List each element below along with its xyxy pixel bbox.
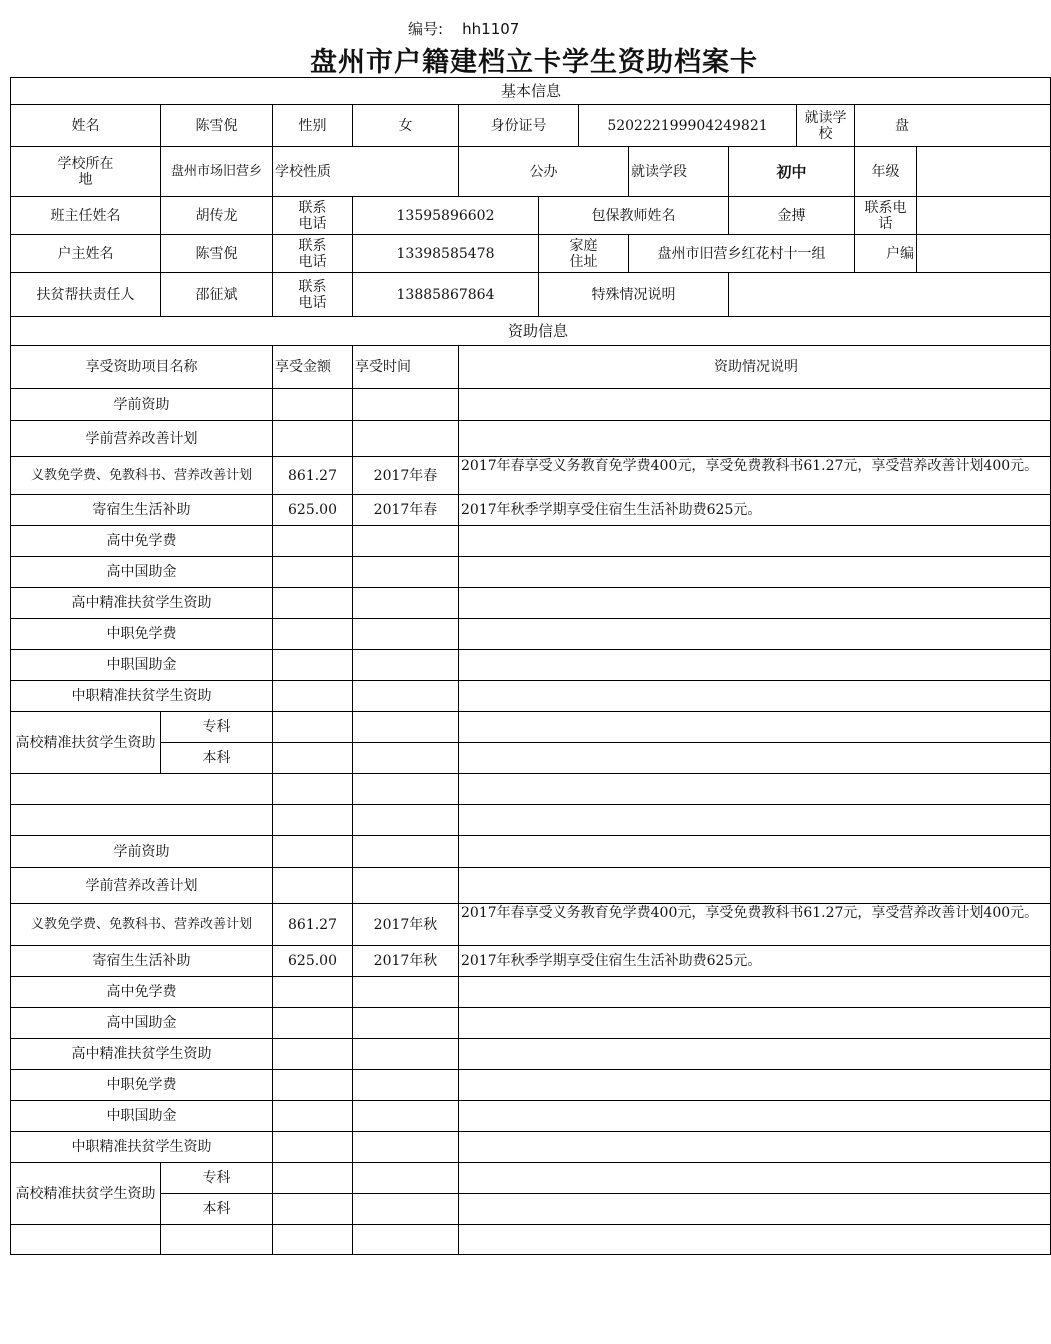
file-number-value: hh1107: [462, 20, 520, 38]
aid-description: 2017年秋季学期享受住宿生生活补助费625元。: [459, 495, 1051, 526]
aid-row: [11, 495, 1051, 526]
file-number: [408, 18, 519, 39]
aid-row: [11, 836, 1051, 868]
col-item-name: 享受资助项目名称: [11, 346, 273, 389]
aid-time: [353, 1163, 459, 1194]
aid-description: [459, 1070, 1051, 1101]
householder-phone-value: 13398585478: [353, 235, 539, 273]
address-label: [539, 235, 629, 273]
col-time: 享受时间: [353, 346, 459, 389]
teacher-value: 胡传龙: [161, 197, 273, 235]
aid-time: [353, 1070, 459, 1101]
aid-row: [11, 1039, 1051, 1070]
blank-cell: [273, 805, 353, 836]
aid-amount: [273, 526, 353, 557]
blank-cell: [459, 805, 1051, 836]
aid-time: 2017年春: [353, 495, 459, 526]
householder-label: 户主姓名: [11, 235, 161, 273]
school-label: 就读学校: [797, 105, 855, 147]
aid-row: [11, 946, 1051, 977]
aid-time: [353, 1008, 459, 1039]
aid-amount: 861.27: [273, 904, 353, 946]
page-title: 盘州市户籍建档立卡学生资助档案卡: [310, 47, 758, 78]
aid-item-name: 中职国助金: [11, 650, 273, 681]
college-level: 专科: [161, 1163, 273, 1194]
household-no-label: 户编: [855, 235, 917, 273]
aid-description: [459, 389, 1051, 421]
aid-row: [11, 1008, 1051, 1039]
archive-table: [10, 77, 1051, 1255]
aid-time: [353, 1101, 459, 1132]
aid-amount: [273, 1132, 353, 1163]
aid-item-name: 高中国助金: [11, 1008, 273, 1039]
school-value: 盘: [855, 105, 1051, 147]
aid-item-name: 义教免学费、免教科书、营养改善计划: [11, 904, 273, 946]
aid-amount: 625.00: [273, 495, 353, 526]
aid-item-name: 中职免学费: [11, 1070, 273, 1101]
aid-amount: [273, 619, 353, 650]
aid-description: [459, 868, 1051, 904]
aid-row-blank: [11, 774, 1051, 805]
aid-item-name: 中职精准扶贫学生资助: [11, 1132, 273, 1163]
aid-item-name: 学前营养改善计划: [11, 421, 273, 457]
aid-row: [11, 557, 1051, 588]
aid-row: [11, 526, 1051, 557]
location-value: 盘州市场旧营乡: [161, 147, 273, 197]
aid-amount: [273, 588, 353, 619]
blank-cell: [161, 1225, 273, 1255]
stage-value: 初中: [729, 147, 855, 197]
aid-amount: 625.00: [273, 946, 353, 977]
aid-description: [459, 526, 1051, 557]
helper-phone-value: 13885867864: [353, 273, 539, 317]
aid-row-blank: [11, 805, 1051, 836]
aid-time: 2017年秋: [353, 904, 459, 946]
guarantor-value: 金搏: [729, 197, 855, 235]
aid-item-name: 学前资助: [11, 836, 273, 868]
stage-label: 就读学段: [629, 147, 729, 197]
aid-description: [459, 650, 1051, 681]
helper-label: 扶贫帮扶责任人: [11, 273, 161, 317]
blank-cell: [459, 1225, 1051, 1255]
aid-amount: [273, 1163, 353, 1194]
household-no-value: [917, 235, 1051, 273]
name-label: 姓名: [11, 105, 161, 147]
aid-section-spring: [11, 389, 1051, 836]
blank-cell: [353, 805, 459, 836]
nature-label: 学校性质: [273, 147, 459, 197]
householder-phone-label: [273, 235, 353, 273]
blank-cell: [273, 1225, 353, 1255]
aid-amount: [273, 1039, 353, 1070]
blank-cell: [11, 1225, 161, 1255]
aid-time: [353, 868, 459, 904]
aid-item-name: 寄宿生生活补助: [11, 946, 273, 977]
helper-phone-label: [273, 273, 353, 317]
aid-item-name: 高中免学费: [11, 526, 273, 557]
aid-row: [11, 1132, 1051, 1163]
aid-section-autumn: [11, 836, 1051, 1255]
aid-row: [11, 681, 1051, 712]
aid-description: [459, 619, 1051, 650]
aid-row: [11, 743, 1051, 774]
aid-item-name: 寄宿生生活补助: [11, 495, 273, 526]
file-number-label: 编号:: [408, 20, 444, 38]
teacher-label: 班主任姓名: [11, 197, 161, 235]
aid-description: 2017年春享受义务教育免学费400元，享受免费教科书61.27元，享受营养改善计划400元。: [459, 904, 1051, 946]
aid-time: [353, 681, 459, 712]
aid-row: [11, 650, 1051, 681]
aid-item-name: 义教免学费、免教科书、营养改善计划: [11, 457, 273, 495]
aid-row: [11, 712, 1051, 743]
aid-row: [11, 1101, 1051, 1132]
aid-description: 2017年春享受义务教育免学费400元，享受免费教科书61.27元，享受营养改善计划400元。: [459, 457, 1051, 495]
college-level: 专科: [161, 712, 273, 743]
address-label-text: 家庭住址: [569, 237, 598, 270]
aid-time: [353, 389, 459, 421]
name-value: 陈雪倪: [161, 105, 273, 147]
aid-amount: [273, 650, 353, 681]
id-label: 身份证号: [459, 105, 579, 147]
aid-description: [459, 1008, 1051, 1039]
aid-description: [459, 836, 1051, 868]
aid-description: [459, 977, 1051, 1008]
aid-amount: [273, 389, 353, 421]
aid-amount: 861.27: [273, 457, 353, 495]
aid-row: [11, 457, 1051, 495]
aid-row: [11, 1194, 1051, 1225]
blank-cell: [353, 1225, 459, 1255]
aid-time: [353, 743, 459, 774]
aid-item-name: 高中精准扶贫学生资助: [11, 588, 273, 619]
aid-amount: [273, 1070, 353, 1101]
blank-cell: [273, 774, 353, 805]
special-label: 特殊情况说明: [539, 273, 729, 317]
guarantor-phone-label-text: 联系电话: [864, 199, 907, 232]
aid-time: [353, 526, 459, 557]
aid-row: [11, 1070, 1051, 1101]
aid-time: [353, 836, 459, 868]
aid-description: [459, 1132, 1051, 1163]
aid-description: [459, 681, 1051, 712]
gender-value: 女: [353, 105, 459, 147]
aid-amount: [273, 743, 353, 774]
aid-description: [459, 421, 1051, 457]
blank-cell: [459, 774, 1051, 805]
aid-time: [353, 650, 459, 681]
teacher-phone-label: [273, 197, 353, 235]
aid-item-name: 中职国助金: [11, 1101, 273, 1132]
aid-amount: [273, 712, 353, 743]
grade-value: [917, 147, 1051, 197]
aid-row: [11, 619, 1051, 650]
grade-label: 年级: [855, 147, 917, 197]
nature-value: 公办: [459, 147, 629, 197]
aid-item-name: 中职免学费: [11, 619, 273, 650]
aid-description: [459, 588, 1051, 619]
college-level: 本科: [161, 1194, 273, 1225]
aid-row: [11, 588, 1051, 619]
teacher-phone-label-text: 联系电话: [298, 199, 327, 232]
householder-phone-label-text: 联系电话: [298, 237, 327, 270]
aid-amount: [273, 836, 353, 868]
college-aid-label: 高校精准扶贫学生资助: [11, 1163, 161, 1225]
aid-description: [459, 743, 1051, 774]
aid-row: [11, 868, 1051, 904]
college-level: 本科: [161, 743, 273, 774]
guarantor-label: 包保教师姓名: [539, 197, 729, 235]
college-aid-label: 高校精准扶贫学生资助: [11, 712, 161, 774]
aid-amount: [273, 421, 353, 457]
col-amount: 享受金额: [273, 346, 353, 389]
aid-item-name: 高中免学费: [11, 977, 273, 1008]
aid-time: [353, 1039, 459, 1070]
blank-cell: [11, 805, 273, 836]
aid-item-name: 高中国助金: [11, 557, 273, 588]
aid-time: 2017年春: [353, 457, 459, 495]
blank-cell: [11, 774, 273, 805]
location-label-text: 学校所在地: [57, 155, 114, 188]
aid-item-name: 学前资助: [11, 389, 273, 421]
aid-amount: [273, 1101, 353, 1132]
aid-amount: [273, 681, 353, 712]
aid-description: [459, 1101, 1051, 1132]
aid-amount: [273, 868, 353, 904]
gender-label: 性别: [273, 105, 353, 147]
aid-item-name: 中职精准扶贫学生资助: [11, 681, 273, 712]
aid-description: [459, 1039, 1051, 1070]
col-description: 资助情况说明: [459, 346, 1051, 389]
aid-time: [353, 712, 459, 743]
aid-row: [11, 389, 1051, 421]
address-value: 盘州市旧营乡红花村十一组: [629, 235, 855, 273]
aid-description: [459, 1194, 1051, 1225]
aid-row: [11, 904, 1051, 946]
guarantor-phone-label: [855, 197, 917, 235]
aid-row: [11, 1163, 1051, 1194]
special-value: [729, 273, 1051, 317]
guarantor-phone-value: [917, 197, 1051, 235]
blank-cell: [353, 774, 459, 805]
aid-time: [353, 977, 459, 1008]
aid-description: [459, 712, 1051, 743]
aid-item-name: 高中精准扶贫学生资助: [11, 1039, 273, 1070]
aid-time: [353, 619, 459, 650]
aid-amount: [273, 557, 353, 588]
id-value: 520222199904249821: [579, 105, 797, 147]
basic-info-header: 基本信息: [11, 78, 1051, 105]
aid-description: 2017年秋季学期享受住宿生生活补助费625元。: [459, 946, 1051, 977]
aid-description: [459, 557, 1051, 588]
aid-time: [353, 557, 459, 588]
aid-time: [353, 588, 459, 619]
location-label: [11, 147, 161, 197]
aid-amount: [273, 977, 353, 1008]
aid-item-name: 学前营养改善计划: [11, 868, 273, 904]
aid-time: [353, 1194, 459, 1225]
teacher-phone-value: 13595896602: [353, 197, 539, 235]
aid-row: [11, 977, 1051, 1008]
householder-value: 陈雪倪: [161, 235, 273, 273]
aid-time: [353, 1132, 459, 1163]
aid-time: 2017年秋: [353, 946, 459, 977]
aid-info-header: 资助信息: [11, 317, 1051, 346]
aid-description: [459, 1163, 1051, 1194]
aid-row-blank: [11, 1225, 1051, 1255]
aid-amount: [273, 1008, 353, 1039]
aid-row: [11, 421, 1051, 457]
aid-amount: [273, 1194, 353, 1225]
aid-time: [353, 421, 459, 457]
archive-card: [10, 77, 1039, 1261]
helper-phone-label-text: 联系电话: [298, 278, 327, 311]
helper-value: 邵征斌: [161, 273, 273, 317]
